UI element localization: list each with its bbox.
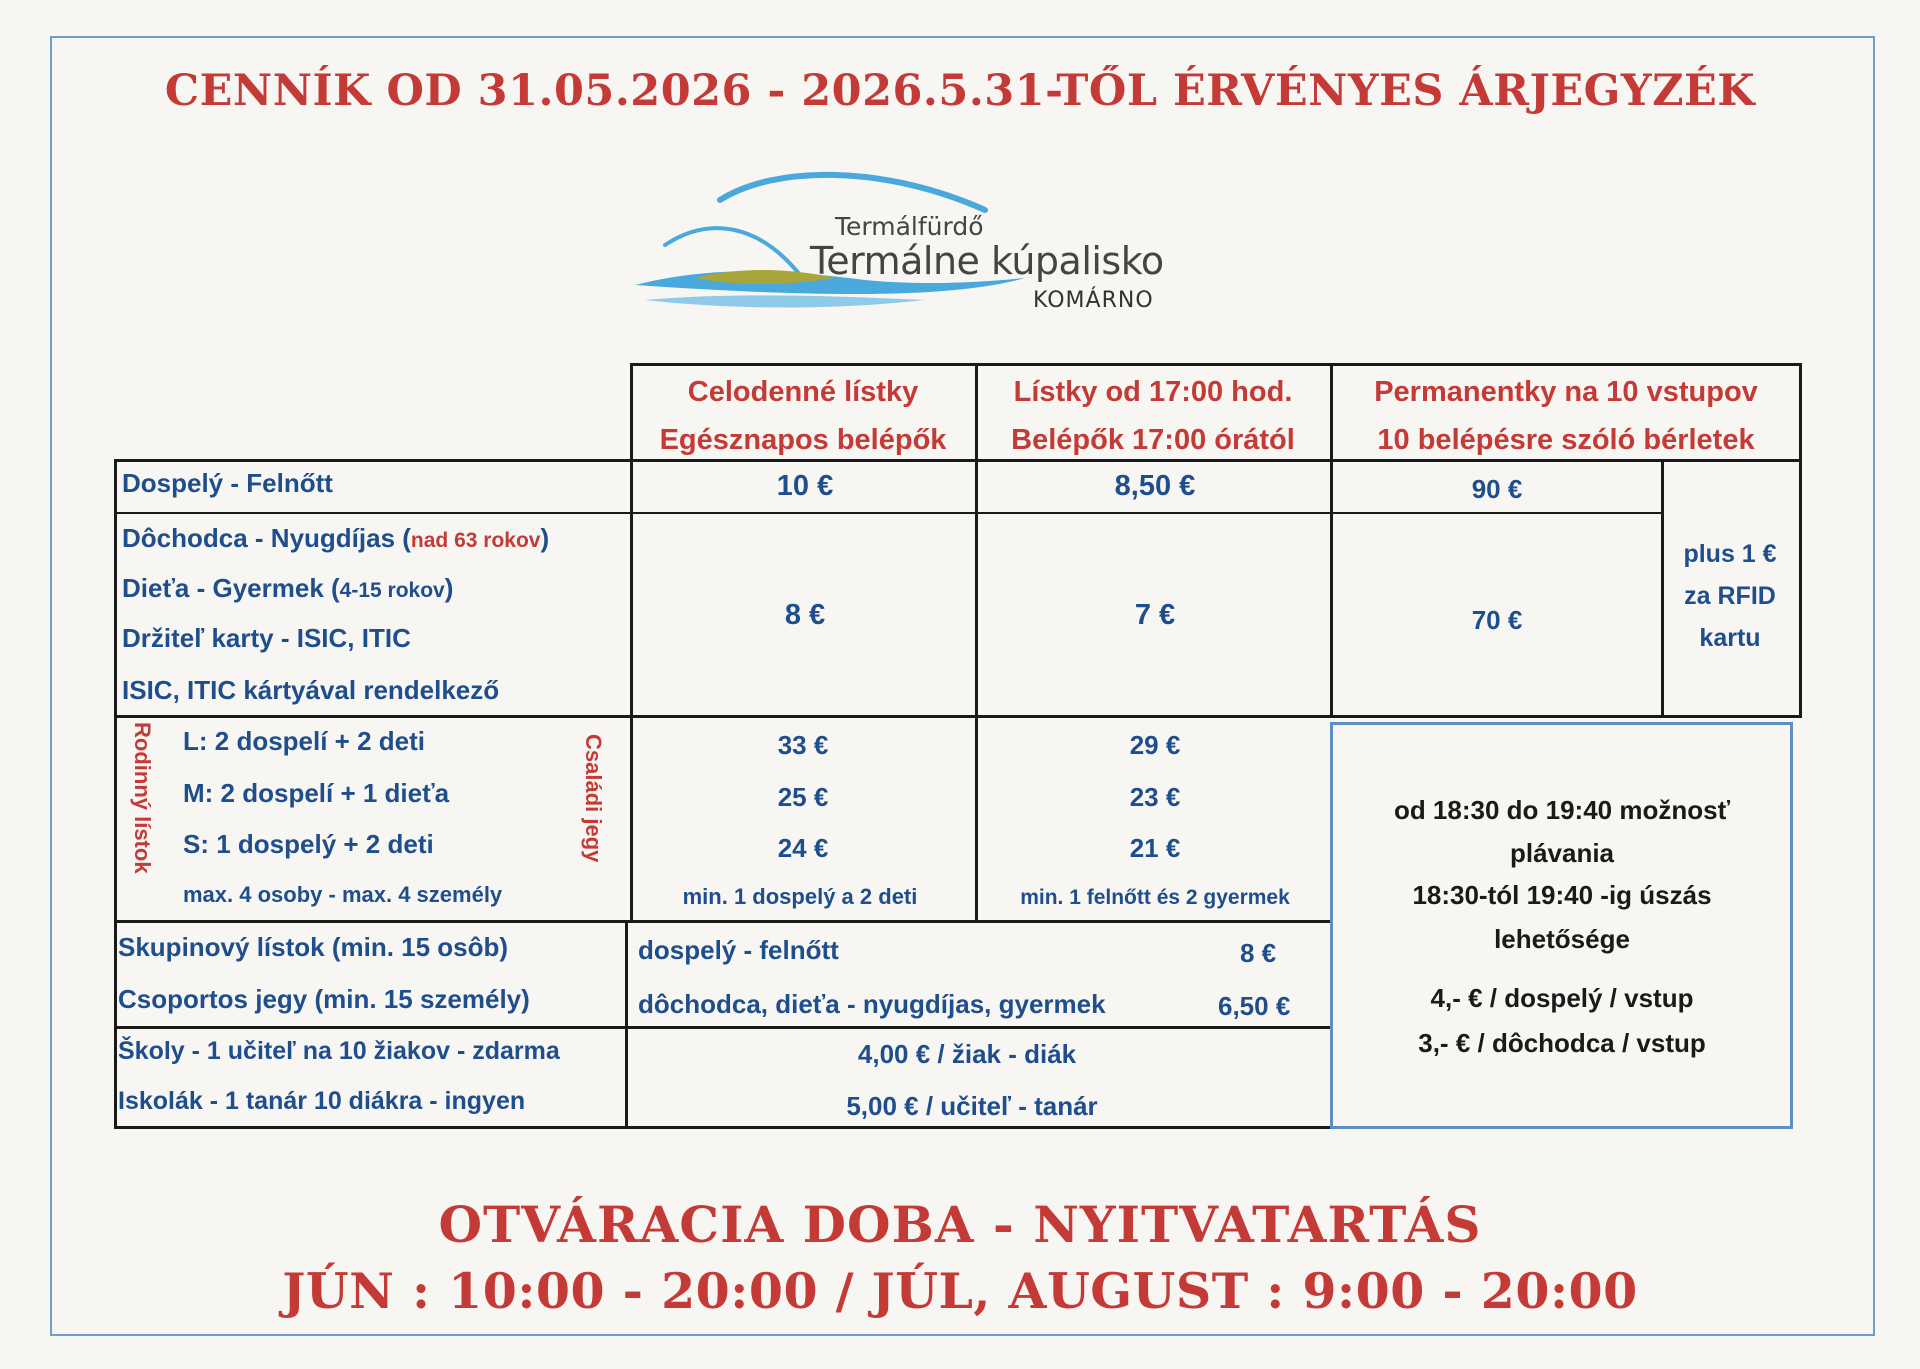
row-card-holder-label-sk: Držiteľ karty - ISIC, ITIC (122, 623, 411, 653)
reduced-day-price: 8 € (784, 599, 826, 631)
family-s-evening-price: 21 € (1129, 833, 1181, 863)
col-day-header-sk: Celodenné lístky (687, 376, 919, 408)
family-l-evening-price: 29 € (1129, 730, 1181, 760)
rfid-note-line1: plus 1 € (1683, 540, 1777, 568)
col-day-header-hu: Egésznapos belépők (659, 424, 947, 456)
swim-adult-price: 4,- € / dospelý / vstup (1430, 983, 1694, 1013)
reduced-pass-price: 70 € (1471, 605, 1523, 635)
family-m-day-price: 25 € (777, 782, 829, 812)
swim-reduced-price: 3,- € / dôchodca / vstup (1418, 1028, 1706, 1058)
family-s-label: S: 1 dospelý + 2 deti (183, 829, 434, 859)
family-m-evening-price: 23 € (1129, 782, 1181, 812)
group-reduced-label: dôchodca, dieťa - nyugdíjas, gyermek (638, 989, 1106, 1019)
logo (625, 170, 1190, 330)
group-adult-price: 8 € (1240, 938, 1277, 968)
col-evening-header-hu: Belépők 17:00 órától (1011, 424, 1295, 456)
school-teacher-price: 5,00 € / učiteľ - tanár (846, 1091, 1098, 1121)
family-day-min-note: min. 1 dospelý a 2 deti (682, 884, 918, 909)
adult-pass-price: 90 € (1471, 474, 1523, 504)
swim-note-line4: lehetősége (1494, 924, 1630, 954)
price-list-title: CENNÍK OD 31.05.2026 - 2026.5.31-TŐL ÉRVÉNYES ÁRJEGYZÉK (164, 66, 1756, 116)
col-evening-header-sk: Lístky od 17:00 hod. (1013, 376, 1293, 408)
family-m-label: M: 2 dospelí + 1 dieťa (183, 778, 450, 808)
family-ticket-side-label-hu: Családi jegy (581, 734, 606, 863)
rfid-note-line3: kartu (1699, 624, 1761, 652)
adult-evening-price: 8,50 € (1114, 470, 1196, 502)
reduced-evening-price: 7 € (1134, 599, 1176, 631)
swim-note-line3: 18:30-tól 19:40 -ig úszás (1412, 880, 1712, 910)
family-l-label: L: 2 dospelí + 2 deti (183, 726, 425, 756)
rfid-note-line2: za RFID (1684, 582, 1776, 610)
school-student-price: 4,00 € / žiak - diák (857, 1039, 1077, 1069)
opening-hours-title: OTVÁRACIA DOBA - NYITVATARTÁS (438, 1195, 1482, 1254)
family-s-day-price: 24 € (777, 833, 829, 863)
opening-hours-line: JÚN : 10:00 - 20:00 / JÚL, AUGUST : 9:00 - 20:00 (282, 1262, 1638, 1320)
school-label-hu: Iskolák - 1 tanár 10 diákra - ingyen (118, 1087, 526, 1115)
swim-note-line1: od 18:30 do 19:40 možnosť (1393, 795, 1731, 825)
logo-text-line2: Termálne kúpalisko (810, 239, 1164, 283)
adult-day-price: 10 € (776, 470, 834, 502)
row-senior-label: Dôchodca - Nyugdíjas (nad 63 rokov) (122, 523, 550, 553)
swim-note-line2: plávania (1509, 838, 1615, 868)
group-reduced-price: 6,50 € (1218, 991, 1291, 1021)
logo-text-line3: KOMÁRNO (1033, 288, 1154, 313)
row-card-holder-label-hu: ISIC, ITIC kártyával rendelkező (122, 675, 500, 705)
logo-text-line1: Termálfürdő (835, 212, 984, 241)
family-evening-min-note: min. 1 felnőtt és 2 gyermek (1020, 886, 1290, 909)
family-max-note: max. 4 osoby - max. 4 személy (183, 882, 503, 907)
group-adult-label: dospelý - felnőtt (638, 935, 839, 965)
school-label-sk: Školy - 1 učiteľ na 10 žiakov - zdarma (118, 1037, 560, 1065)
group-label-sk: Skupinový lístok (min. 15 osôb) (118, 932, 509, 962)
family-ticket-side-label-sk: Rodinný lístok (130, 722, 155, 874)
family-l-day-price: 33 € (777, 730, 829, 760)
group-label-hu: Csoportos jegy (min. 15 személy) (118, 984, 530, 1014)
row-child-label: Dieťa - Gyermek (4-15 rokov) (122, 573, 454, 603)
col-pass-header-hu: 10 belépésre szóló bérletek (1377, 424, 1755, 456)
row-adult-label: Dospelý - Felnőtt (122, 468, 333, 498)
col-pass-header-sk: Permanentky na 10 vstupov (1374, 376, 1758, 408)
